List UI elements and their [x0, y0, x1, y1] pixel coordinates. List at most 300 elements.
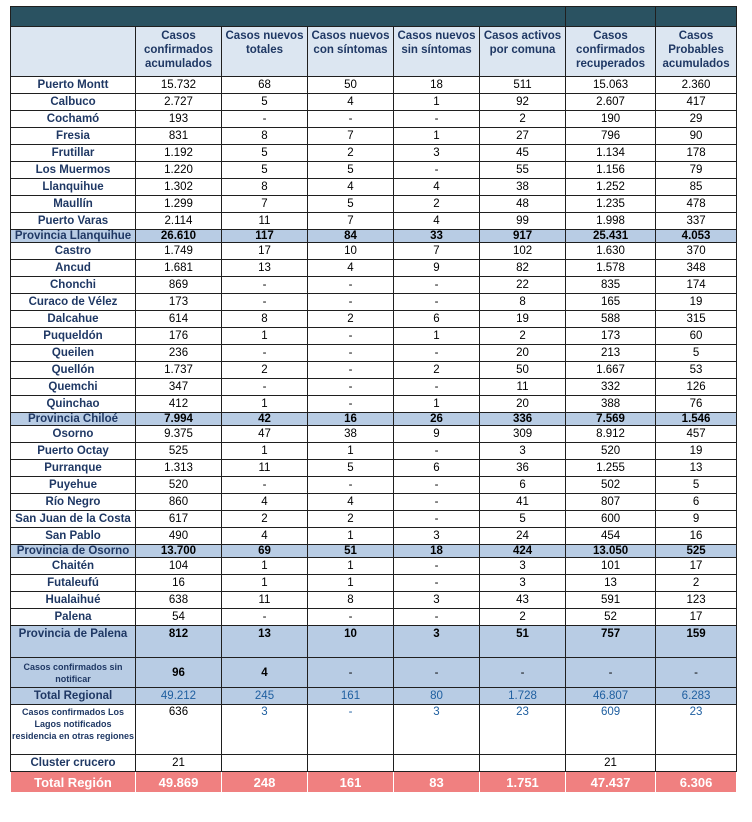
table-cell: - [394, 162, 480, 179]
table-cell: 917 [480, 230, 566, 243]
table-cell: 388 [566, 396, 656, 413]
table-cell: 245 [222, 688, 308, 705]
table-cell: 11 [222, 460, 308, 477]
table-row [11, 128, 737, 145]
row-name: Fresia [11, 128, 136, 145]
table-cell: 23 [656, 705, 737, 755]
otras-regiones-row [11, 705, 737, 755]
table-cell: 173 [566, 328, 656, 345]
table-cell: 21 [566, 755, 656, 772]
table-cell: 807 [566, 494, 656, 511]
table-cell: 69 [222, 545, 308, 558]
row-name: Puqueldón [11, 328, 136, 345]
column-header-nuevos-sin-sintomas: Casos nuevos sin síntomas [394, 27, 480, 77]
table-cell: 26 [394, 413, 480, 426]
table-cell: 3 [394, 705, 480, 755]
table-cell: 9 [656, 511, 737, 528]
row-name: San Pablo [11, 528, 136, 545]
table-row [11, 311, 737, 328]
sin-notificar-row [11, 658, 737, 688]
table-cell: 38 [308, 426, 394, 443]
table-row [11, 477, 737, 494]
header-bar-cell [11, 7, 566, 27]
table-cell: 1.313 [136, 460, 222, 477]
table-cell: - [308, 362, 394, 379]
table-row [11, 162, 737, 179]
table-cell: 4 [308, 94, 394, 111]
table-cell: 2 [480, 328, 566, 345]
table-cell: 99 [480, 213, 566, 230]
row-name: Purranque [11, 460, 136, 477]
table-cell: 5 [308, 460, 394, 477]
table-cell: 27 [480, 128, 566, 145]
table-cell: 159 [656, 626, 737, 658]
table-cell: 18 [394, 77, 480, 94]
table-cell: 24 [480, 528, 566, 545]
table-cell: 2 [308, 311, 394, 328]
table-cell: 1.751 [480, 772, 566, 793]
row-name: Frutillar [11, 145, 136, 162]
table-cell: 796 [566, 128, 656, 145]
table-cell: 123 [656, 592, 737, 609]
table-cell: - [222, 277, 308, 294]
table-row [11, 379, 737, 396]
table-cell: - [394, 658, 480, 688]
table-cell: 3 [394, 145, 480, 162]
table-cell: - [308, 477, 394, 494]
table-cell: 68 [222, 77, 308, 94]
table-cell: - [480, 658, 566, 688]
table-cell: 11 [480, 379, 566, 396]
table-cell: 13.700 [136, 545, 222, 558]
table-cell: - [394, 575, 480, 592]
table-cell: 104 [136, 558, 222, 575]
row-name: Dalcahue [11, 311, 136, 328]
row-name: Los Muermos [11, 162, 136, 179]
table-cell: 7.569 [566, 413, 656, 426]
table-row [11, 94, 737, 111]
table-cell: 51 [480, 626, 566, 658]
total-regional-row [11, 688, 737, 705]
table-row [11, 77, 737, 94]
table-cell: 1.220 [136, 162, 222, 179]
table-cell: 17 [222, 243, 308, 260]
table-cell: 812 [136, 626, 222, 658]
table-cell: - [394, 558, 480, 575]
row-name: Futaleufú [11, 575, 136, 592]
table-cell: - [394, 477, 480, 494]
row-name: Puyehue [11, 477, 136, 494]
table-cell: 1 [394, 128, 480, 145]
table-cell: 1.749 [136, 243, 222, 260]
table-cell: - [394, 379, 480, 396]
table-cell: 831 [136, 128, 222, 145]
table-cell: 60 [656, 328, 737, 345]
table-cell: 1 [394, 328, 480, 345]
table-cell: 1.728 [480, 688, 566, 705]
table-cell: 600 [566, 511, 656, 528]
table-cell: 9.375 [136, 426, 222, 443]
table-row [11, 426, 737, 443]
table-cell: 11 [222, 213, 308, 230]
table-cell: 502 [566, 477, 656, 494]
table-cell [394, 755, 480, 772]
row-name: Cochamó [11, 111, 136, 128]
table-row [11, 511, 737, 528]
table-cell: 7.994 [136, 413, 222, 426]
table-cell: 1.630 [566, 243, 656, 260]
table-cell: 54 [136, 609, 222, 626]
row-name: Provincia de Osorno [11, 545, 136, 558]
table-cell: - [656, 658, 737, 688]
table-cell: - [222, 111, 308, 128]
table-cell: 176 [136, 328, 222, 345]
row-name: Osorno [11, 426, 136, 443]
table-cell: 19 [656, 294, 737, 311]
table-cell: 520 [566, 443, 656, 460]
table-cell: 1 [222, 328, 308, 345]
table-cell: 525 [136, 443, 222, 460]
row-name: Maullín [11, 196, 136, 213]
table-cell: 5 [656, 345, 737, 362]
row-name: Chaitén [11, 558, 136, 575]
table-cell: - [394, 277, 480, 294]
table-cell: 15.732 [136, 77, 222, 94]
table-cell: 11 [222, 592, 308, 609]
table-cell: 1 [308, 528, 394, 545]
table-cell: 3 [222, 705, 308, 755]
column-header-probables: Casos Probables acumulados [656, 27, 737, 77]
table-cell: 5 [480, 511, 566, 528]
table-cell: 4 [394, 179, 480, 196]
table-cell: 412 [136, 396, 222, 413]
table-cell: 50 [308, 77, 394, 94]
cluster-crucero-row [11, 755, 737, 772]
row-name: Quellón [11, 362, 136, 379]
table-cell: 50 [480, 362, 566, 379]
table-cell: 1 [308, 575, 394, 592]
table-cell: 5 [308, 196, 394, 213]
table-cell: 22 [480, 277, 566, 294]
table-cell: 15.063 [566, 77, 656, 94]
table-cell: 42 [222, 413, 308, 426]
row-name: Provincia Chiloé [11, 413, 136, 426]
table-cell: 347 [136, 379, 222, 396]
province-row [11, 626, 737, 658]
table-body [11, 7, 737, 793]
table-cell: 117 [222, 230, 308, 243]
table-cell: 490 [136, 528, 222, 545]
row-name: Provincia Llanquihue [11, 230, 136, 243]
table-cell: 6 [656, 494, 737, 511]
table-cell: 7 [394, 243, 480, 260]
table-cell: 6 [394, 460, 480, 477]
table-cell: 2 [480, 111, 566, 128]
table-cell: 49.869 [136, 772, 222, 793]
table-cell: 4 [222, 528, 308, 545]
table-cell: 1.681 [136, 260, 222, 277]
row-name: Quinchao [11, 396, 136, 413]
table-cell: 1.134 [566, 145, 656, 162]
table-cell: 2 [394, 196, 480, 213]
table-cell: 33 [394, 230, 480, 243]
table-cell: 96 [136, 658, 222, 688]
column-header-row [11, 27, 737, 77]
table-cell: 2 [222, 511, 308, 528]
table-cell: 3 [480, 558, 566, 575]
table-row [11, 396, 737, 413]
table-cell: 1.156 [566, 162, 656, 179]
table-cell: - [308, 396, 394, 413]
table-cell: 1.302 [136, 179, 222, 196]
table-cell: - [394, 511, 480, 528]
table-cell: 1.299 [136, 196, 222, 213]
table-row [11, 494, 737, 511]
table-cell: 161 [308, 772, 394, 793]
row-name: Ancud [11, 260, 136, 277]
table-cell: 4 [222, 494, 308, 511]
table-cell: - [222, 477, 308, 494]
table-cell: 757 [566, 626, 656, 658]
table-cell: 2.360 [656, 77, 737, 94]
table-cell: 417 [656, 94, 737, 111]
table-cell: 45 [480, 145, 566, 162]
table-cell: 7 [222, 196, 308, 213]
column-header-nuevos-totales: Casos nuevos totales [222, 27, 308, 77]
table-cell: 13 [566, 575, 656, 592]
table-cell: 525 [656, 545, 737, 558]
table-cell: 1 [222, 575, 308, 592]
table-cell: 2 [394, 362, 480, 379]
table-cell: 20 [480, 396, 566, 413]
table-cell: 13 [222, 626, 308, 658]
table-cell: 17 [656, 558, 737, 575]
table-row [11, 294, 737, 311]
province-row [11, 230, 737, 243]
column-header-confirmados: Casos confirmados acumulados [136, 27, 222, 77]
row-name: Palena [11, 609, 136, 626]
table-cell: - [222, 609, 308, 626]
table-cell: 236 [136, 345, 222, 362]
table-cell: 1 [222, 558, 308, 575]
table-cell: 336 [480, 413, 566, 426]
table-row [11, 179, 737, 196]
table-cell: 1 [308, 558, 394, 575]
row-name: Castro [11, 243, 136, 260]
table-cell: 315 [656, 311, 737, 328]
table-cell: 41 [480, 494, 566, 511]
table-cell: 85 [656, 179, 737, 196]
province-row [11, 545, 737, 558]
table-cell: 8 [308, 592, 394, 609]
row-name: Cluster crucero [11, 755, 136, 772]
table-cell: 13 [656, 460, 737, 477]
table-cell: 1 [222, 443, 308, 460]
table-cell: 16 [656, 528, 737, 545]
table-cell: - [222, 379, 308, 396]
table-cell: - [308, 379, 394, 396]
table-cell: 80 [394, 688, 480, 705]
table-row [11, 528, 737, 545]
table-cell: 9 [394, 260, 480, 277]
total-region-row [11, 772, 737, 793]
table-cell: 348 [656, 260, 737, 277]
table-row [11, 345, 737, 362]
table-cell: 478 [656, 196, 737, 213]
table-cell: 454 [566, 528, 656, 545]
header-bar-cell [566, 7, 656, 27]
table-cell: 1.998 [566, 213, 656, 230]
table-row [11, 609, 737, 626]
table-cell: 213 [566, 345, 656, 362]
table-cell: 190 [566, 111, 656, 128]
table-cell: - [308, 328, 394, 345]
row-name: Curaco de Vélez [11, 294, 136, 311]
table-cell: 161 [308, 688, 394, 705]
column-header-nuevos-con-sintomas: Casos nuevos con síntomas [308, 27, 394, 77]
row-name: San Juan de la Costa [11, 511, 136, 528]
table-cell: 4 [308, 494, 394, 511]
table-row [11, 575, 737, 592]
table-cell: 10 [308, 626, 394, 658]
table-cell: 55 [480, 162, 566, 179]
table-cell: 17 [656, 609, 737, 626]
table-cell: 1.578 [566, 260, 656, 277]
table-cell: 26.610 [136, 230, 222, 243]
table-row [11, 443, 737, 460]
table-cell: - [222, 345, 308, 362]
table-cell: - [308, 609, 394, 626]
table-cell: 5 [222, 145, 308, 162]
table-cell: 1.192 [136, 145, 222, 162]
table-cell: 337 [656, 213, 737, 230]
row-name: Hualaihué [11, 592, 136, 609]
table-cell: 6 [394, 311, 480, 328]
table-cell: 9 [394, 426, 480, 443]
row-name: Llanquihue [11, 179, 136, 196]
table-row [11, 260, 737, 277]
row-name: Casos confirmados Los Lagos notificados residencia en otras regiones [11, 705, 136, 755]
table-cell: - [394, 294, 480, 311]
table-row [11, 592, 737, 609]
table-cell: 1 [222, 396, 308, 413]
table-cell: 591 [566, 592, 656, 609]
table-cell: 2 [308, 511, 394, 528]
table-cell: 1.255 [566, 460, 656, 477]
table-cell [222, 755, 308, 772]
table-cell: 3 [394, 626, 480, 658]
table-cell: 457 [656, 426, 737, 443]
table-cell: 614 [136, 311, 222, 328]
table-cell: 1 [394, 94, 480, 111]
row-name: Provincia de Palena [11, 626, 136, 658]
row-name: Quemchi [11, 379, 136, 396]
table-cell: 92 [480, 94, 566, 111]
row-name: Queilen [11, 345, 136, 362]
table-cell: 36 [480, 460, 566, 477]
table-cell: 49.212 [136, 688, 222, 705]
table-cell: 102 [480, 243, 566, 260]
table-cell: 248 [222, 772, 308, 793]
table-cell: 8 [222, 311, 308, 328]
table-cell: - [394, 609, 480, 626]
table-cell: 47 [222, 426, 308, 443]
table-cell: 84 [308, 230, 394, 243]
table-cell: 193 [136, 111, 222, 128]
table-cell: 101 [566, 558, 656, 575]
table-row [11, 362, 737, 379]
table-row [11, 213, 737, 230]
table-cell: - [394, 345, 480, 362]
table-cell: 79 [656, 162, 737, 179]
table-cell: - [222, 294, 308, 311]
table-cell: 869 [136, 277, 222, 294]
table-cell: 48 [480, 196, 566, 213]
table-cell: - [308, 111, 394, 128]
table-cell: 10 [308, 243, 394, 260]
table-cell: 638 [136, 592, 222, 609]
table-row [11, 196, 737, 213]
table-cell: 2 [480, 609, 566, 626]
table-cell: 1.235 [566, 196, 656, 213]
header-bar [11, 7, 737, 27]
table-cell: 1 [308, 443, 394, 460]
table-cell: 174 [656, 277, 737, 294]
table-cell: 4.053 [656, 230, 737, 243]
table-cell: 76 [656, 396, 737, 413]
row-name: Total Región [11, 772, 136, 793]
table-cell: - [394, 494, 480, 511]
table-cell: 2 [308, 145, 394, 162]
table-cell: 309 [480, 426, 566, 443]
table-cell [480, 755, 566, 772]
table-cell: 7 [308, 128, 394, 145]
table-cell: 1.737 [136, 362, 222, 379]
table-cell: - [308, 658, 394, 688]
table-cell: 165 [566, 294, 656, 311]
table-cell: 6.283 [656, 688, 737, 705]
row-name: Total Regional [11, 688, 136, 705]
table-cell: 4 [308, 260, 394, 277]
table-cell: 20 [480, 345, 566, 362]
column-header-blank [11, 27, 136, 77]
table-cell: 2 [656, 575, 737, 592]
table-cell: 173 [136, 294, 222, 311]
table-cell: 8 [222, 128, 308, 145]
table-cell: - [308, 277, 394, 294]
row-name: Chonchi [11, 277, 136, 294]
column-header-recuperados: Casos confirmados recuperados [566, 27, 656, 77]
table-cell: 47.437 [566, 772, 656, 793]
table-cell: 13.050 [566, 545, 656, 558]
table-cell: - [308, 345, 394, 362]
table-cell: 52 [566, 609, 656, 626]
table-cell: 4 [308, 179, 394, 196]
table-cell: 8 [222, 179, 308, 196]
table-cell: 25.431 [566, 230, 656, 243]
table-cell: 5 [222, 162, 308, 179]
table-cell: 6.306 [656, 772, 737, 793]
table-cell: - [394, 111, 480, 128]
table-cell: 13 [222, 260, 308, 277]
table-cell: 2 [222, 362, 308, 379]
table-cell: 609 [566, 705, 656, 755]
table-cell: 51 [308, 545, 394, 558]
table-cell: 424 [480, 545, 566, 558]
row-name: Puerto Octay [11, 443, 136, 460]
table-cell: 1 [394, 396, 480, 413]
covid-table-container [10, 6, 736, 793]
